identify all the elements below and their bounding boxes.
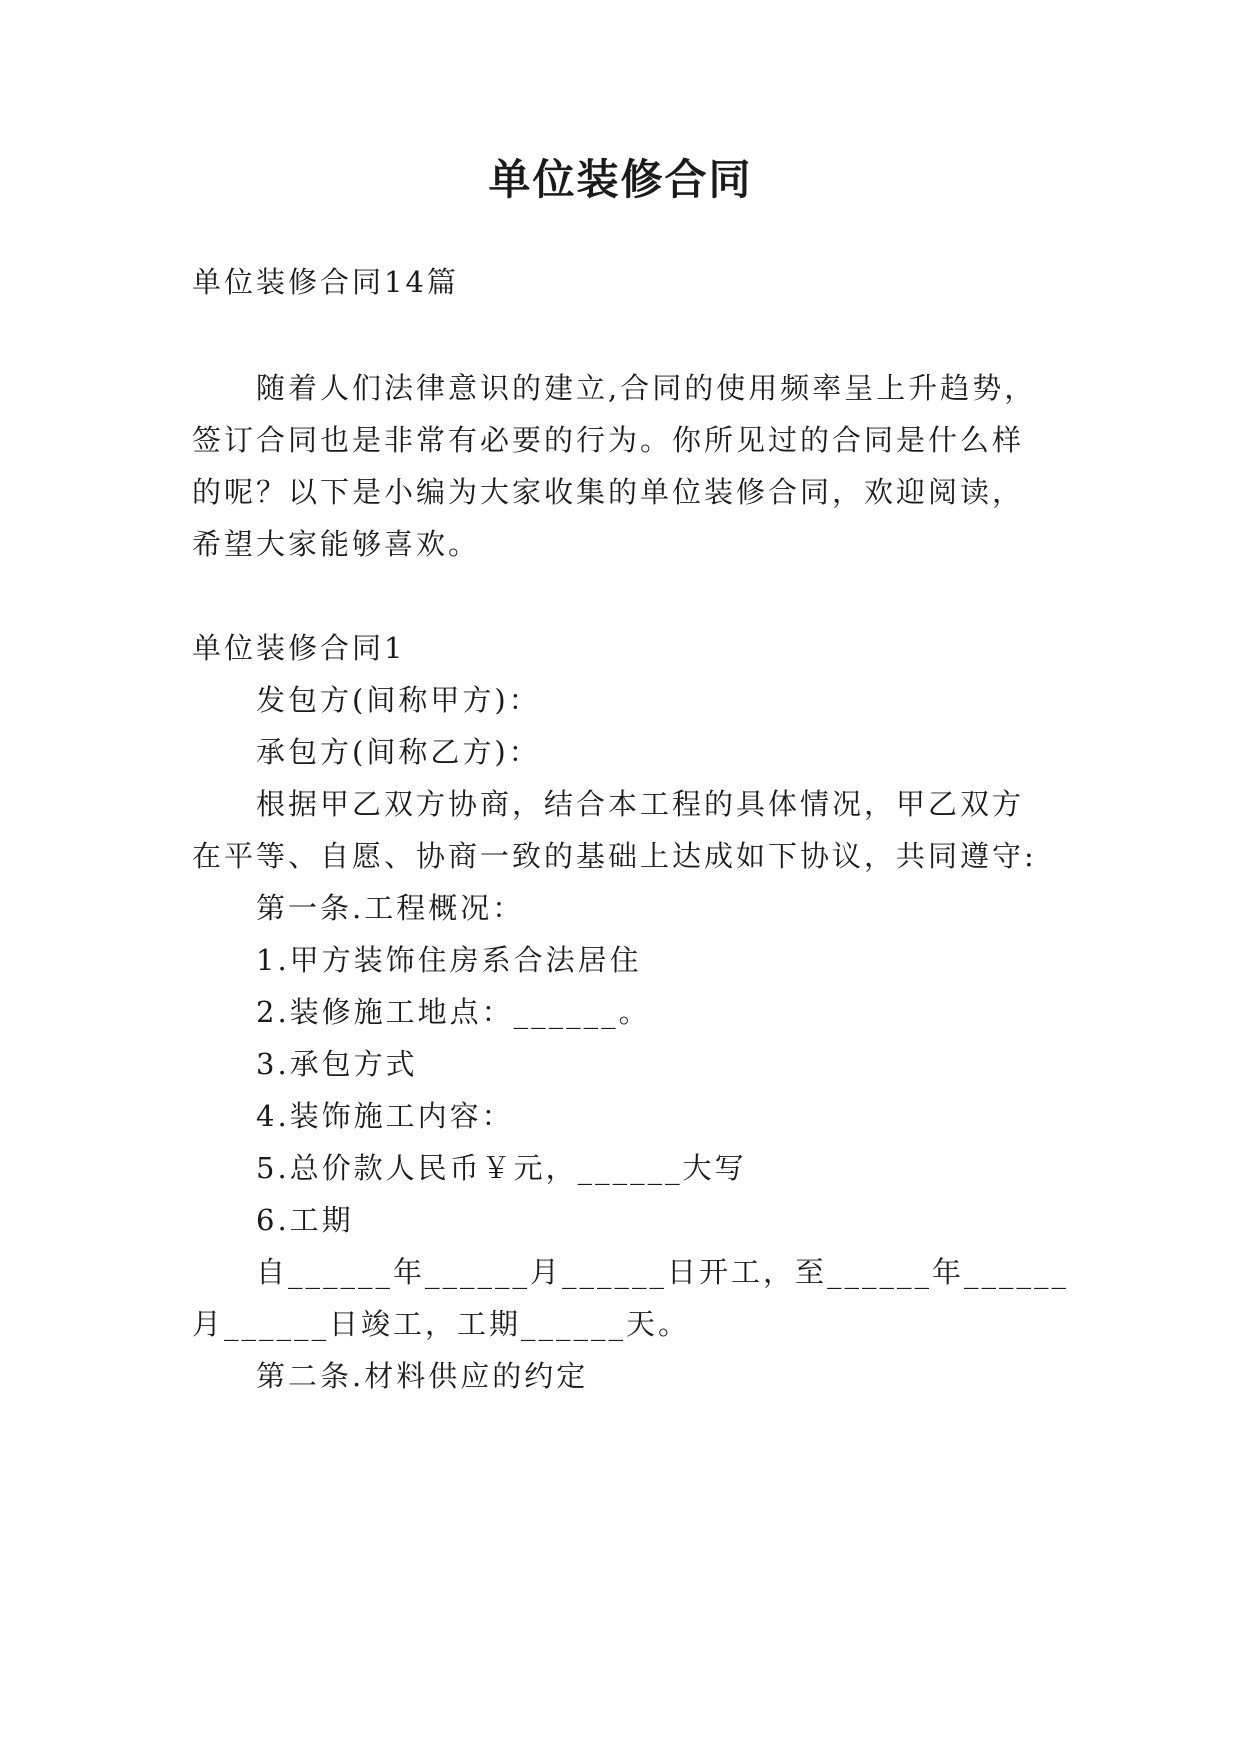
period-line: 自______年______月______日开工，至______年______ [256,1255,1070,1289]
intro-line: 签订合同也是非常有必要的行为。你所见过的合同是什么样 [192,423,1025,457]
document-subtitle: 单位装修合同14篇 [192,265,459,299]
article-2-title: 第二条.材料供应的约定 [256,1359,589,1393]
party-a-line: 发包方(间称甲方)： [256,683,541,717]
article-1-item: 2.装修施工地点：______。 [256,995,651,1029]
article-1-item: 6.工期 [256,1203,354,1237]
intro-line: 希望大家能够喜欢。 [192,527,481,561]
article-1-item: 5.总价款人民币￥元，______大写 [256,1151,747,1185]
section-title: 单位装修合同1 [192,631,406,665]
agreement-line: 在平等、自愿、协商一致的基础上达成如下协议，共同遵守: [192,839,1037,873]
intro-line: 的呢？以下是小编为大家收集的单位装修合同，欢迎阅读， [192,475,1025,509]
article-1-item: 1.甲方装饰住房系合法居住 [256,943,642,977]
article-1-item: 3.承包方式 [256,1047,418,1081]
period-line: 月______日竣工，工期______天。 [192,1307,691,1341]
document-title: 单位装修合同 [488,155,753,204]
article-1-item: 4.装饰施工内容： [256,1099,514,1133]
party-b-line: 承包方(间称乙方)： [256,735,541,769]
agreement-line: 根据甲乙双方协商，结合本工程的具体情况，甲乙双方 [256,787,1025,821]
article-1-title: 第一条.工程概况： [256,891,525,925]
intro-line: 随着人们法律意识的建立,合同的使用频率呈上升趋势， [256,371,1037,405]
